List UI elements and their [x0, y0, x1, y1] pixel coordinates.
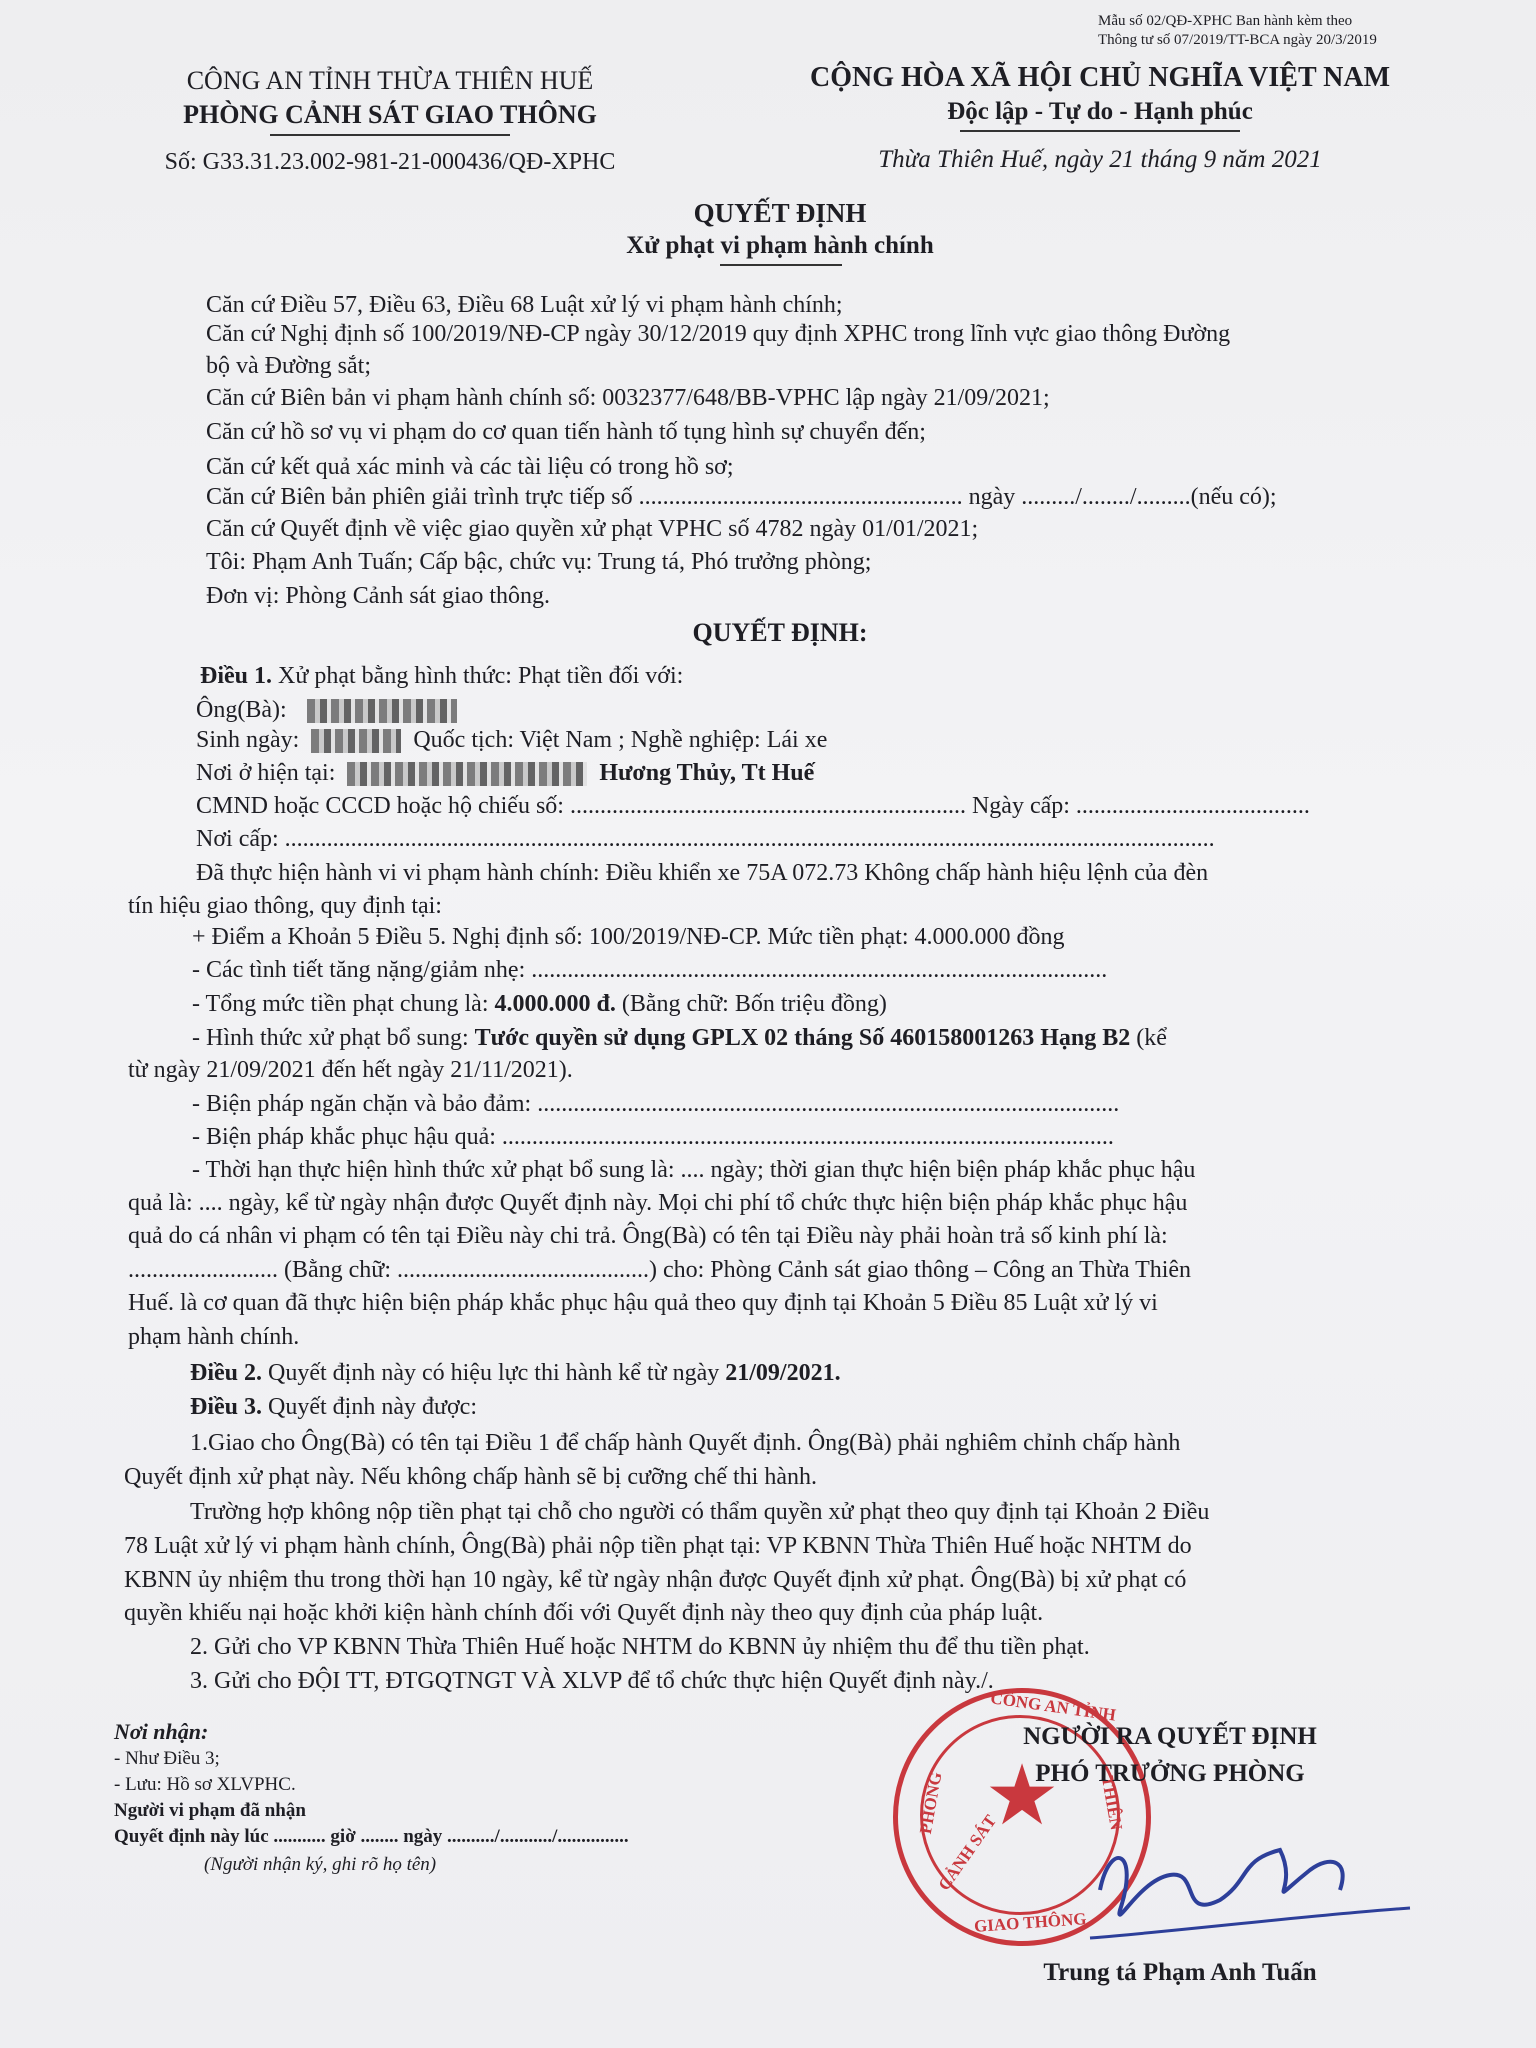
- deadline-line: Huế. là cơ quan đã thực hiện biện pháp khắc phục hậu quả theo quy định tại Khoản 5 Điều 85 Luật xử lý vi: [128, 1290, 1158, 1316]
- payment-paragraph: KBNN ủy nhiệm thu trong thời hạn 10 ngày, kể từ ngày nhận được Quyết định xử phạt. Ông(Bà) bị xử phạt có: [124, 1567, 1187, 1593]
- article-3-item-1: 1.Giao cho Ông(Bà) có tên tại Điều 1 để chấp hành Quyết định. Ông(Bà) phải nghiêm chỉnh chấp hành: [190, 1430, 1181, 1456]
- country-name: CỘNG HÒA XÃ HỘI CHỦ NGHĨA VIỆT NAM: [809, 62, 1391, 93]
- redacted-dob: [311, 729, 401, 753]
- deadline-line: phạm hành chính.: [128, 1324, 300, 1350]
- payment-paragraph: Trường hợp không nộp tiền phạt tại chỗ cho người có thẩm quyền xử phạt theo quy định tại Khoản 2 Điều: [190, 1499, 1210, 1525]
- article-1-heading: Điều 1. Xử phạt bằng hình thức: Phạt tiền đối với:: [200, 663, 684, 689]
- basis-line: Căn cứ Biên bản vi phạm hành chính số: 0032377/648/BB-VPHC lập ngày 21/09/2021;: [206, 385, 1050, 411]
- article-3-item-3: 3. Gửi cho ĐỘI TT, ĐTGQTNGT VÀ XLVP để tổ chức thực hiện Quyết định này./.: [190, 1668, 994, 1694]
- document-title: QUYẾT ĐỊNH: [693, 198, 867, 228]
- agency-name: CÔNG AN TỈNH THỪA THIÊN HUẾ: [186, 66, 594, 95]
- receipt-line: Quyết định này lúc ........... giờ ........ ngày ........../.........../...............: [114, 1826, 629, 1847]
- violator-address: Nơi ở hiện tại: Hương Thủy, Tt Huế: [196, 760, 815, 786]
- signature-block: [960, 1718, 1380, 1792]
- supplementary-penalty: - Hình thức xử phạt bổ sung: Tước quyền sử dụng GPLX 02 tháng Số 460158001263 Hạng B2 (kể: [192, 1025, 1167, 1051]
- article-2: Điều 2. Quyết định này có hiệu lực thi hành kể từ ngày 21/09/2021.: [190, 1360, 841, 1386]
- article-3-item-2: 2. Gửi cho VP KBNN Thừa Thiên Huế hoặc NHTM do KBNN ủy nhiệm thu để thu tiền phạt.: [190, 1634, 1090, 1660]
- violation-line: tín hiệu giao thông, quy định tại:: [128, 893, 442, 919]
- basis-line: Căn cứ Điều 57, Điều 63, Điều 68 Luật xử lý vi phạm hành chính;: [206, 292, 843, 318]
- title-underline: [720, 264, 842, 266]
- prevention-line: - Biện pháp ngăn chặn và bảo đảm: .................................................................................................: [192, 1091, 1120, 1117]
- basis-line: Đơn vị: Phòng Cảnh sát giao thông.: [206, 583, 551, 609]
- recipient-item: - Lưu: Hồ sơ XLVPHC.: [114, 1774, 296, 1795]
- total-fine: - Tổng mức tiền phạt chung là: 4.000.000 đ. (Bằng chữ: Bốn triệu đồng): [192, 991, 887, 1017]
- recipients-block: [114, 1718, 629, 1880]
- form-ref: Mẫu số 02/QĐ-XPHC Ban hành kèm theo Thông tư số 07/2019/TT-BCA ngày 20/3/2019: [1098, 13, 1377, 48]
- document-number: Số: G33.31.23.002-981-21-000436/QĐ-XPHC: [164, 149, 616, 175]
- header-right: [800, 60, 1400, 176]
- header-left: [130, 64, 650, 178]
- deadline-line: quả do cá nhân vi phạm có tên tại Điều này chi trả. Ông(Bà) có tên tại Điều này phải hoàn trả số kinh phí là:: [128, 1223, 1168, 1249]
- issue-place-line: Nơi cấp: ...........................................................................................................................................................: [196, 826, 1215, 852]
- deadline-line: - Thời hạn thực hiện hình thức xử phạt bổ sung là: .... ngày; thời gian thực hiện biện pháp khắc phục hậu: [192, 1157, 1196, 1183]
- redacted-address: [347, 762, 587, 786]
- motto: Độc lập - Tự do - Hạnh phúc: [947, 98, 1253, 125]
- basis-line: Căn cứ hồ sơ vụ vi phạm do cơ quan tiến hành tố tụng hình sự chuyển đến;: [206, 419, 926, 445]
- circumstances-line: - Các tình tiết tăng nặng/giảm nhẹ: ................................................................................................: [192, 957, 1108, 983]
- signer-name: Trung tá Phạm Anh Tuấn: [1043, 1959, 1317, 1986]
- violator-name: Ông(Bà):: [196, 693, 457, 727]
- payment-paragraph: quyền khiếu nại hoặc khởi kiện hành chính đối với Quyết định này theo quy định của pháp luật.: [124, 1600, 1044, 1626]
- remedy-line: - Biện pháp khắc phục hậu quả: ......................................................................................................: [192, 1124, 1114, 1150]
- receipt-note: (Người nhận ký, ghi rõ họ tên): [204, 1854, 437, 1875]
- redacted-name: [307, 699, 457, 723]
- article-3-heading: Điều 3. Quyết định này được:: [190, 1394, 477, 1420]
- legal-clause: + Điểm a Khoản 5 Điều 5. Nghị định số: 100/2019/NĐ-CP. Mức tiền phạt: 4.000.000 đồng: [192, 924, 1065, 950]
- violator-dob: Sinh ngày: Quốc tịch: Việt Nam ; Nghề nghiệp: Lái xe: [196, 727, 828, 753]
- place-date: Thừa Thiên Huế, ngày 21 tháng 9 năm 2021: [878, 146, 1322, 173]
- payment-paragraph: 78 Luật xử lý vi phạm hành chính, Ông(Bà) phải nộp tiền phạt tại: VP KBNN Thừa Thiên Huế hoặc NHTM do: [124, 1533, 1192, 1559]
- recipient-item: - Như Điều 3;: [114, 1748, 220, 1769]
- article-3-item-1: Quyết định xử phạt này. Nếu không chấp hành sẽ bị cưỡng chế thi hành.: [124, 1464, 817, 1490]
- id-number-line: CMND hoặc CCCD hoặc hộ chiếu số: .................................................................. Ngày cấp: .......................................: [196, 793, 1310, 819]
- recipients-heading: Nơi nhận:: [114, 1719, 209, 1744]
- header-underline: [270, 134, 510, 136]
- basis-line: Căn cứ Biên bản phiên giải trình trực tiếp số ...................................................... ngày ........./......../.........(nếu có);: [206, 484, 1277, 510]
- signer-position: PHÓ TRƯỞNG PHÒNG: [1035, 1760, 1305, 1787]
- motto-underline: [960, 130, 1240, 132]
- basis-line: Căn cứ Quyết định về việc giao quyền xử phạt VPHC số 4782 ngày 01/01/2021;: [206, 516, 979, 542]
- receipt-line: Người vi phạm đã nhận: [114, 1800, 306, 1821]
- violation-line: Đã thực hiện hành vi vi phạm hành chính: Điều khiển xe 75A 072.73 Không chấp hành hiệu lệnh của đèn: [196, 860, 1209, 886]
- stamp-star-icon: ★: [984, 1750, 1060, 1843]
- unit-name: PHÒNG CẢNH SÁT GIAO THÔNG: [183, 100, 597, 129]
- decision-heading: QUYẾT ĐỊNH:: [692, 618, 868, 647]
- deadline-line: quả là: .... ngày, kể từ ngày nhận được Quyết định này. Mọi chi phí tổ chức thực hiện biện pháp khắc phục hậu: [128, 1190, 1188, 1216]
- deadline-line: ......................... (Bằng chữ: ..........................................) cho: Phòng Cảnh sát giao thông – Công an Thừa Thiên: [128, 1257, 1192, 1283]
- official-stamp: ★ CÔNG AN TỈNH PHÒNG THIÊN GIAO THÔNG CẢNH SÁT: [893, 1688, 1151, 1946]
- supplementary-period: từ ngày 21/09/2021 đến hết ngày 21/11/2021).: [128, 1057, 573, 1083]
- signer-role: NGƯỜI RA QUYẾT ĐỊNH: [1023, 1723, 1317, 1750]
- basis-line: Căn cứ Nghị định số 100/2019/NĐ-CP ngày 30/12/2019 quy định XPHC trong lĩnh vực giao thông Đường: [206, 321, 1231, 347]
- basis-line: bộ và Đường sắt;: [206, 353, 372, 379]
- basis-line: Căn cứ kết quả xác minh và các tài liệu có trong hồ sơ;: [206, 454, 734, 480]
- handwritten-signature: [1080, 1820, 1420, 1950]
- document-subtitle: Xử phạt vi phạm hành chính: [626, 232, 934, 259]
- basis-line: Tôi: Phạm Anh Tuấn; Cấp bậc, chức vụ: Trung tá, Phó trưởng phòng;: [206, 549, 872, 575]
